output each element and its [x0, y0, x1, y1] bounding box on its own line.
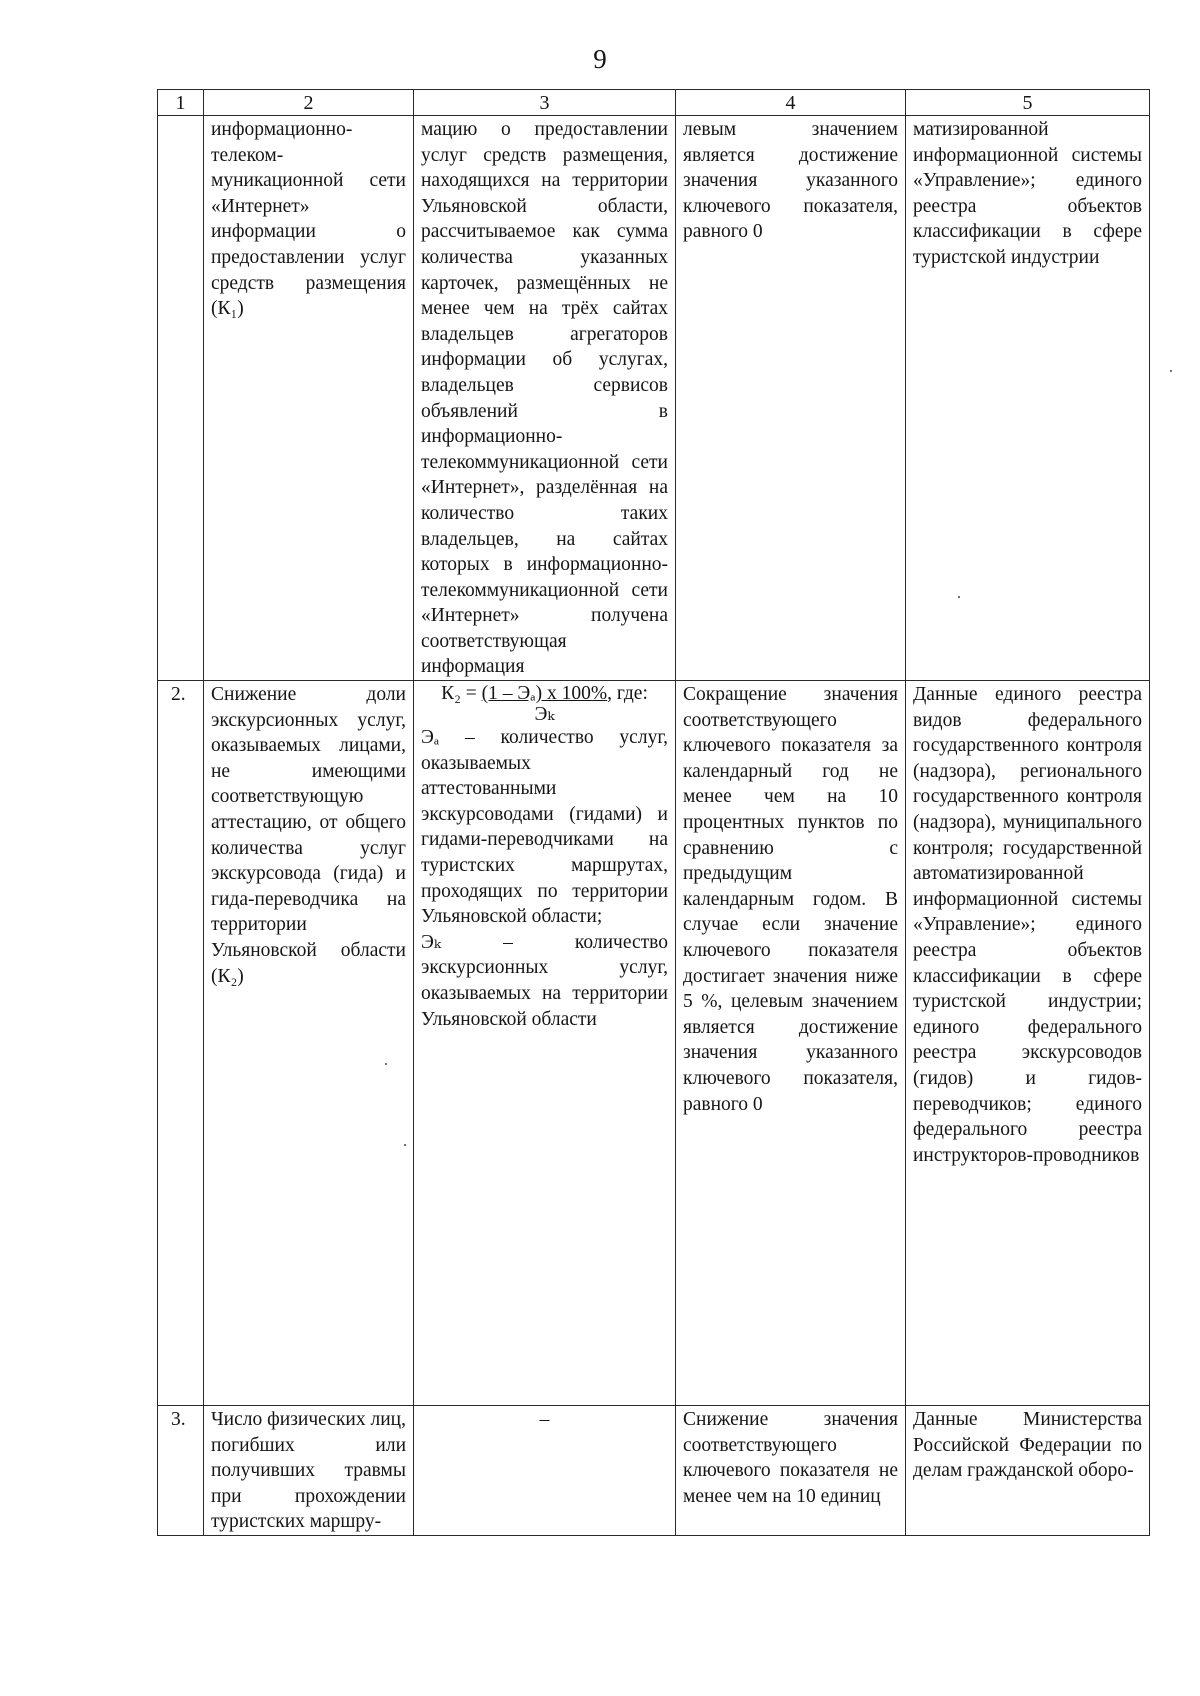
definition-ea: Эₐ – количество услуг, оказываемых аттестованными экскурсоводами (гидами) и гидами-переводчиками на туристских маршрутах, проходящих по территории Ульяновской области; [421, 727, 668, 928]
target-value: Сокращение значения соответствующего ключевого показателя за календарный год не менее чем на 10 процентных пунктов по сравнению с предыдущим календарным годом. В случае если значение ключевого показателя достигает значения ниже 5 %, целевым значением является достижение значения указанного ключевого показателя, равного 0 [676, 681, 906, 1406]
formula-lhs: К₂ = [441, 683, 482, 705]
target-value: Снижение значения соответствующего ключевого показателя не менее чем на 10 единиц [676, 1406, 906, 1536]
data-source: матизированной информационной системы «Управление»; единого реестра объектов классификации в сфере туристской индустрии [906, 116, 1150, 681]
data-source: Данные единого реестра видов федерального государственного контроля (надзора), регионального государственного контроля (надзора), муниципального контроля; государственной автоматизированной информационной системы «Управление»; единого реестра объектов классификации в сфере туристской индустрии; единого федерального реестра экскурсоводов (гидов) и гидов-переводчиков; единого федерального реестра инструкторов-проводников [906, 681, 1150, 1406]
indicator-name: Снижение доли экскурсионных услуг, оказываемых лицами, не имеющими соответствующую аттестацию, от общего количества услуг экскурсовода (гида) и гида-переводчика на территории Ульяновской области (К₂) [204, 681, 414, 1406]
data-source: Данные Министерства Российской Федерации по делам гражданской оборо- [906, 1406, 1150, 1536]
table-row [158, 681, 1150, 1406]
indicator-name: Число физических лиц, погибших или получивших травмы при прохождении туристских маршру- [204, 1406, 414, 1536]
table-row [158, 1406, 1150, 1536]
calculation-method [414, 681, 676, 1406]
column-header-1: 1 [158, 90, 204, 116]
formula [421, 682, 668, 725]
column-header-2: 2 [204, 90, 414, 116]
column-header-3: 3 [414, 90, 676, 116]
scan-speck [385, 1063, 387, 1065]
definition-ek: Эₖ – количество экскурсионных услуг, оказываемых на территории Ульяновской области [421, 931, 668, 1030]
formula-suffix: , где: [607, 683, 648, 705]
formula-denominator: Эₖ [534, 704, 555, 726]
calculation-method: мацию о предоставлении услуг средств размещения, находящихся на территории Ульяновской области, рассчитываемое как сумма количества указанных карточек, размещённых не менее чем на трёх сайтах владельцев агрегаторов информации об услугах, владельцев сервисов объявлений в информационно-телекоммуникационной сети «Интернет», разделённая на количество таких владельцев, на сайтах которых в информационно-телекоммуникационной сети «Интернет» получена соответствующая информация [414, 116, 676, 681]
scan-speck [958, 596, 960, 598]
indicators-table [157, 89, 1150, 1536]
column-header-4: 4 [676, 90, 906, 116]
column-header-5: 5 [906, 90, 1150, 116]
page-number: 9 [593, 44, 607, 74]
scan-speck [1170, 370, 1172, 372]
formula-numerator: (1 – Эₐ) х 100% [481, 683, 608, 705]
scan-speck [404, 1144, 406, 1146]
row-number: 3. [158, 1406, 204, 1536]
row-number: 2. [158, 681, 204, 1406]
table-row [158, 116, 1150, 681]
table-header-row [158, 90, 1150, 116]
indicator-name: информационно-телеком-муникационной сети «Интернет» информации о предоставлении услуг средств размещения (К₁) [204, 116, 414, 681]
calculation-method: – [414, 1406, 676, 1536]
row-number [158, 116, 204, 681]
target-value: левым значением является достижение значения указанного ключевого показателя, равного 0 [676, 116, 906, 681]
